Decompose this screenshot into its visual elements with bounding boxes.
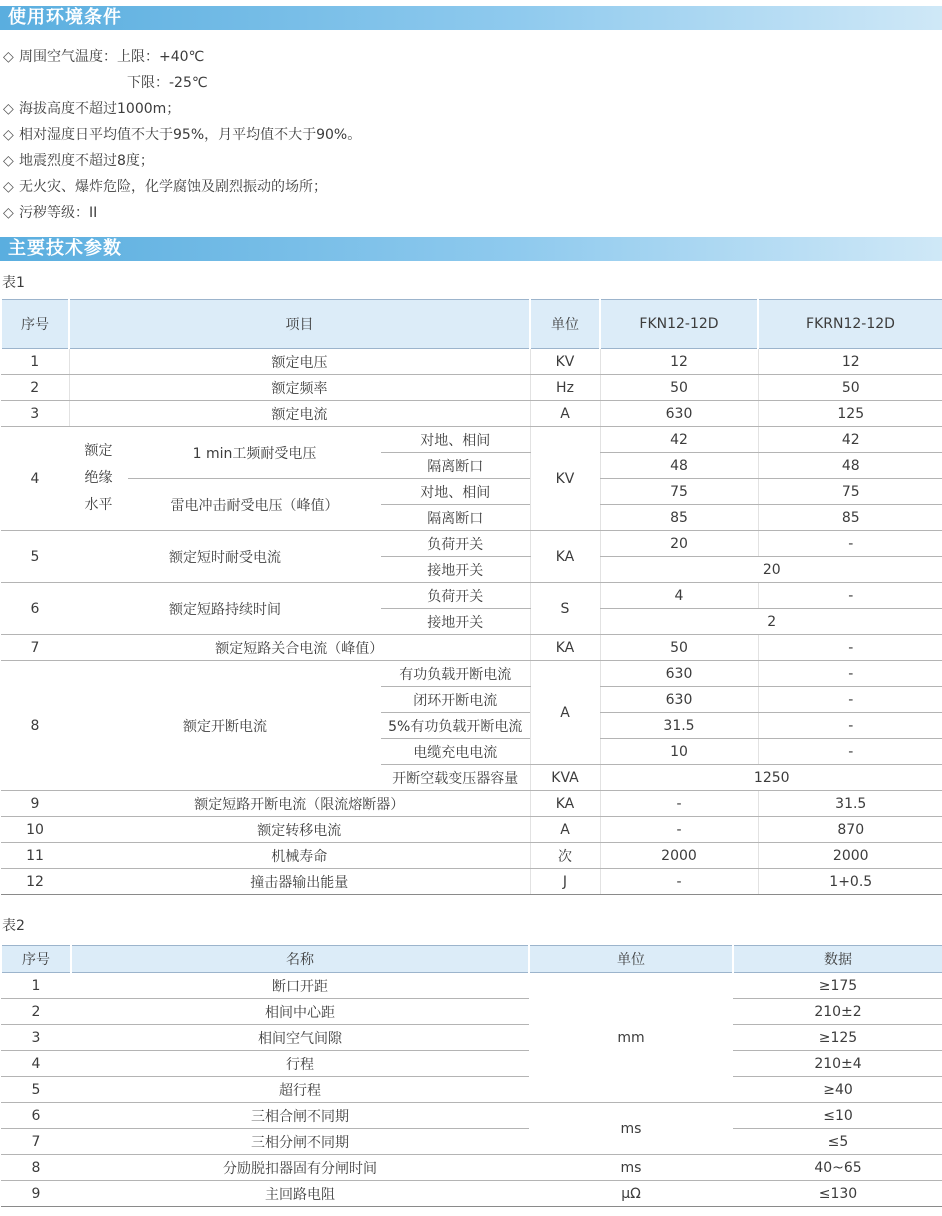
header-unit: 单位	[529, 946, 733, 973]
table-row: 2 额定频率 Hz 50 50	[1, 375, 942, 401]
table-row: 接地开关 20	[1, 557, 942, 583]
table-row: 8 分励脱扣器固有分闸时间 ms 40~65	[1, 1155, 942, 1181]
list-item: ◇ 海拔高度不超过1000m；	[3, 96, 361, 122]
header-seq: 序号	[1, 300, 69, 349]
table-row: 10 额定转移电流 A - 870	[1, 817, 942, 843]
table-row: 电缆充电电流 10 -	[1, 739, 942, 765]
table-row: 7 三相分闸不同期 ≤5	[1, 1129, 942, 1155]
list-item: 下限：-25℃	[127, 75, 208, 91]
conditions-list	[3, 44, 361, 226]
specs-table	[0, 945, 942, 1207]
diamond-bullet-icon: ◇	[3, 179, 14, 195]
header-model-b: FKRN12-12D	[758, 300, 942, 349]
diamond-bullet-icon: ◇	[3, 127, 14, 143]
table-row: 11 机械寿命 次 2000 2000	[1, 843, 942, 869]
header-seq: 序号	[1, 946, 71, 973]
header-model-a: FKN12-12D	[600, 300, 758, 349]
table-header-row	[1, 300, 942, 349]
table-row: 开断空载变压器容量 KVA 1250	[1, 765, 942, 791]
diamond-bullet-icon: ◇	[3, 205, 14, 221]
table-row: 12 撞击器输出能量 J - 1+0.5	[1, 869, 942, 895]
table-row: 8 额定开断电流 有功负载开断电流 A 630 -	[1, 661, 942, 687]
table-row: 2 相间中心距 210±2	[1, 999, 942, 1025]
params-table	[0, 299, 942, 895]
table-row: 雷电冲击耐受电压（峰值） 对地、相间 75 75	[1, 479, 942, 505]
table-row: 3 相间空气间隙 ≥125	[1, 1025, 942, 1051]
header-unit: 单位	[530, 300, 600, 349]
list-item: ◇ 周围空气温度：上限：+40℃	[3, 44, 361, 70]
table-row: 5%有功负载开断电流 31.5 -	[1, 713, 942, 739]
table-row: 9 额定短路开断电流（限流熔断器） KA - 31.5	[1, 791, 942, 817]
list-item: ◇ 无火灾、爆炸危险，化学腐蚀及剧烈振动的场所；	[3, 174, 361, 200]
list-item: ◇ 相对湿度日平均值不大于95%，月平均值不大于90%。	[3, 122, 361, 148]
group-label-insulation: 额定 绝缘 水平	[69, 427, 128, 531]
list-item: ◇ 污秽等级：II	[3, 200, 361, 226]
table-row: 闭环开断电流 630 -	[1, 687, 942, 713]
table-row: 5 额定短时耐受电流 负荷开关 KA 20 -	[1, 531, 942, 557]
table-row: 4 行程 210±4	[1, 1051, 942, 1077]
diamond-bullet-icon: ◇	[3, 49, 14, 65]
table-row: 6 三相合闸不同期 ms ≤10	[1, 1103, 942, 1129]
table-row: 隔离断口 85 85	[1, 505, 942, 531]
table-row: 1 额定电压 KV 12 12	[1, 349, 942, 375]
table-row: 3 额定电流 A 630 125	[1, 401, 942, 427]
list-item: ◇ 地震烈度不超过8度；	[3, 148, 361, 174]
diamond-bullet-icon: ◇	[3, 101, 14, 117]
table-row: 5 超行程 ≥40	[1, 1077, 942, 1103]
diamond-bullet-icon: ◇	[3, 153, 14, 169]
table-row: 9 主回路电阻 μΩ ≤130	[1, 1181, 942, 1207]
section-title-params: 主要技术参数	[0, 237, 942, 261]
table1-label: 表1	[2, 275, 25, 291]
table-row: 4 额定 绝缘 水平 1 min工频耐受电压 对地、相间 KV 42 42	[1, 427, 942, 453]
table-row: 接地开关 2	[1, 609, 942, 635]
table-row: 1 断口开距 mm ≥175	[1, 973, 942, 999]
header-name: 名称	[71, 946, 529, 973]
table-header-row	[1, 946, 942, 973]
table2-label: 表2	[2, 918, 25, 934]
table-row: 6 额定短路持续时间 负荷开关 S 4 -	[1, 583, 942, 609]
table-row: 7 额定短路关合电流（峰值） KA 50 -	[1, 635, 942, 661]
table-row: 隔离断口 48 48	[1, 453, 942, 479]
section-title-conditions: 使用环境条件	[0, 6, 942, 30]
header-item: 项目	[69, 300, 530, 349]
header-data: 数据	[733, 946, 942, 973]
